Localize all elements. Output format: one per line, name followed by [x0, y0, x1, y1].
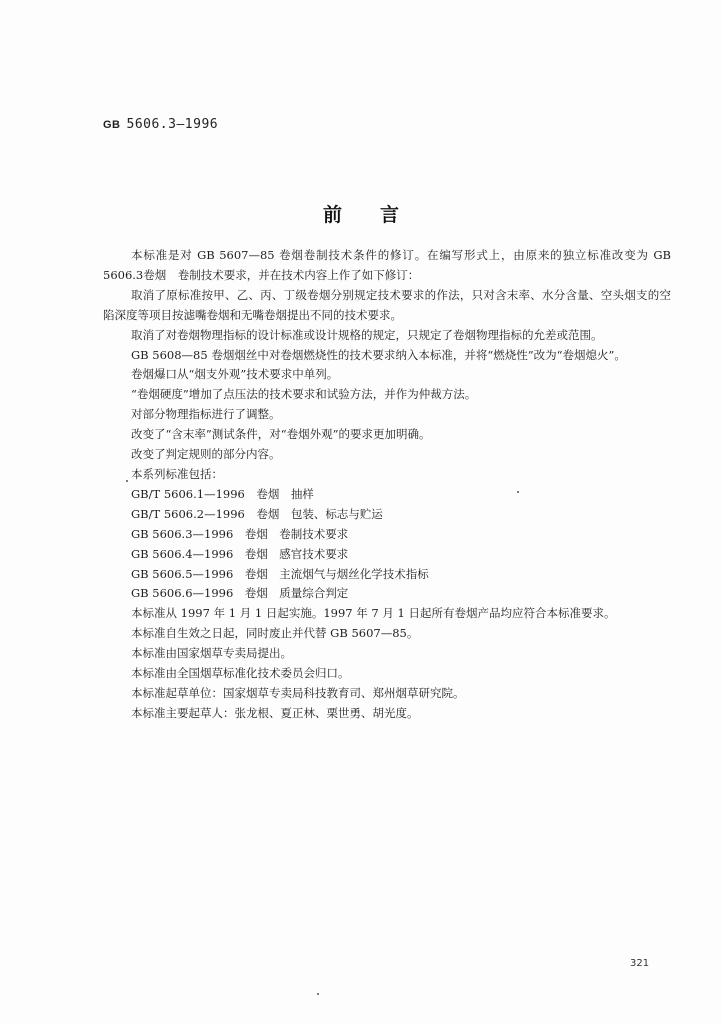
closing-paragraph: 本标准主要起草人：张龙根、夏正林、栗世勇、胡光度。 — [131, 705, 419, 720]
standard-number — [103, 117, 218, 132]
preface-body — [103, 246, 671, 724]
closing-paragraph: 本标准自生效之日起，同时废止并代替 GB 5607—85。 — [131, 626, 419, 641]
paragraph: 改变了“含末率”测试条件，对“卷烟外观”的要求更加明确。 — [131, 427, 431, 442]
paragraph: 本标准是对 GB 5607—85 卷烟卷制技术条件的修订。在编写形式上，由原来的独立标准改变为 GB 5606.3卷烟 卷制技术要求，并在技术内容上作了如下修订： — [103, 248, 671, 282]
paragraph: 对部分物理指标进行了调整。 — [131, 407, 281, 422]
closing-paragraph: 本标准起草单位：国家烟草专卖局科技教育司、郑州烟草研究院。 — [131, 685, 465, 700]
series-standard-item: GB/T 5606.1—1996 卷烟 抽样 — [131, 486, 314, 501]
paragraph: GB 5608—85 卷烟烟丝中对卷烟燃烧性的技术要求纳入本标准，并将“燃烧性”改为“卷烟熄火”。 — [131, 347, 626, 362]
scan-speck — [126, 480, 128, 482]
closing-paragraph: 本标准从 1997 年 1 月 1 日起实施。1997 年 7 月 1 日起所有卷烟产品均应符合本标准要求。 — [131, 606, 616, 621]
closing-paragraph: 本标准由全国烟草标准化技术委员会归口。 — [131, 666, 350, 681]
series-standard-item: GB 5606.3—1996 卷烟 卷制技术要求 — [131, 526, 349, 541]
series-standard-item: GB 5606.5—1996 卷烟 主流烟气与烟丝化学技术指标 — [131, 566, 429, 581]
series-standard-item: GB 5606.4—1996 卷烟 感官技术要求 — [131, 546, 349, 561]
paragraph: 本系列标准包括： — [131, 466, 223, 481]
paragraph: 卷烟爆口从“烟支外观”技术要求中单列。 — [131, 367, 339, 382]
standard-prefix: GB — [103, 119, 121, 131]
scan-speck — [517, 491, 519, 493]
paragraph: 取消了对卷烟物理指标的设计标准或设计规格的规定，只规定了卷烟物理指标的允差或范围。 — [131, 327, 603, 342]
paragraph: 取消了原标准按甲、乙、丙、丁级卷烟分别规定技术要求的作法，只对含末率、水分含量、空头烟支的空陷深度等项目按滤嘴卷烟和无嘴卷烟提出不同的技术要求。 — [103, 287, 671, 322]
closing-paragraph: 本标准由国家烟草专卖局提出。 — [131, 646, 292, 661]
series-standard-item: GB 5606.6—1996 卷烟 质量综合判定 — [131, 586, 349, 601]
page-number: 321 — [630, 958, 650, 969]
series-standard-item: GB/T 5606.2—1996 卷烟 包装、标志与贮运 — [131, 506, 383, 521]
standard-code: 5606.3—1996 — [126, 117, 219, 132]
paragraph: 改变了判定规则的部分内容。 — [131, 447, 281, 462]
paragraph: “卷烟硬度”增加了点压法的技术要求和试验方法，并作为仲裁方法。 — [131, 387, 477, 402]
page-title: 前言 — [322, 204, 437, 226]
scan-speck — [317, 993, 319, 995]
